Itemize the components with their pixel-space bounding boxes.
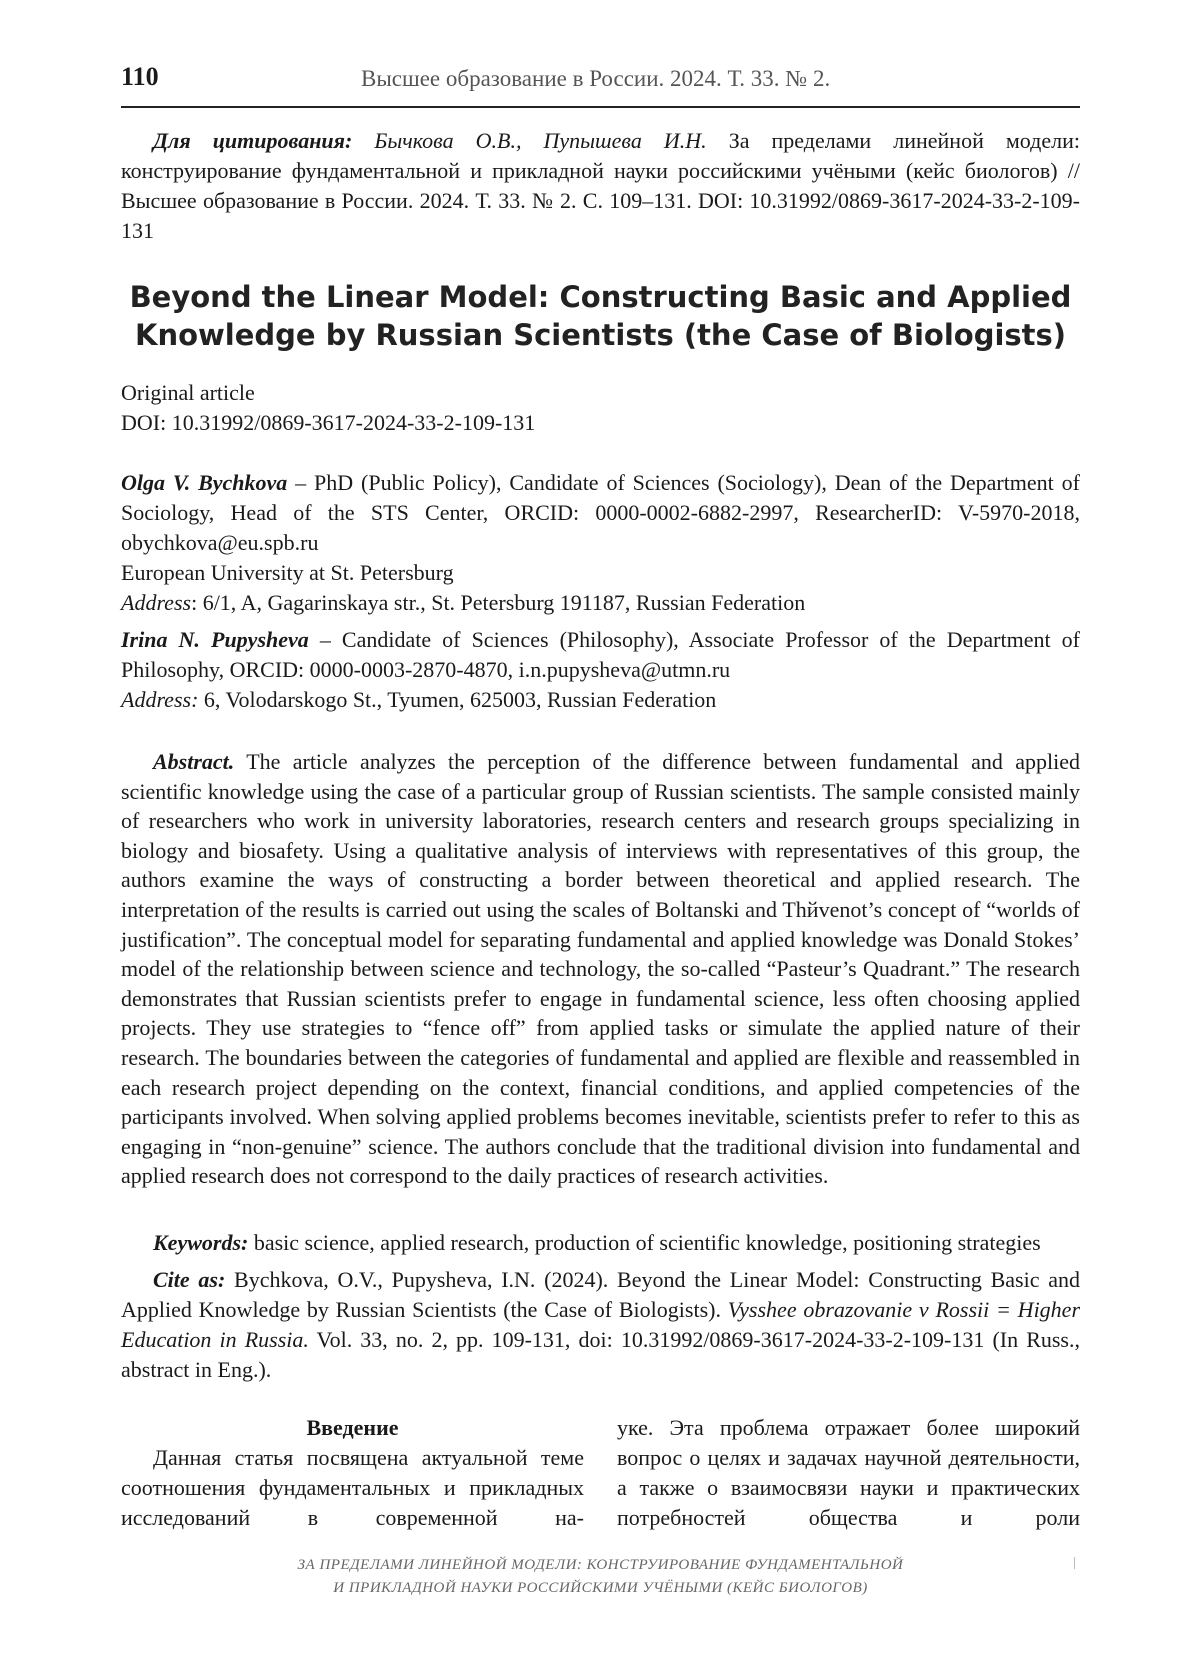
intro-left-text: Данная статья посвящена актуальной теме соотношения фундаментальных и прикладных исследований в современной на-: [121, 1445, 584, 1530]
author-details: – Candidate of Sciences (Philosophy), Associate Professor of the Department of Philosophy, ORCID: 0000-0003-2870-4870, i.n.pupysheva@utmn.ru: [121, 627, 1080, 682]
footer-line-1: ЗА ПРЕДЕЛАМИ ЛИНЕЙНОЙ МОДЕЛИ: КОНСТРУИРОВАНИЕ ФУНДАМЕНТАЛЬНОЙ: [297, 1557, 904, 1573]
article-type: Original article: [121, 380, 255, 405]
abstract-label: Abstract.: [153, 749, 235, 774]
intro-right-column: уке. Эта проблема отражает более широкий вопрос о целях и задачах научной деятельности, а также о взаимосвязи науки и практических потребностей общества и роли: [617, 1415, 1080, 1530]
intro-left-column: [121, 1413, 584, 1533]
author-name: Irina N. Pupysheva: [121, 627, 309, 652]
title-line-2: Knowledge by Russian Scientists (the Case of Biologists): [134, 318, 1067, 352]
cite-as-text: Bychkova, O.V., Pupysheva, I.N. (2024). Beyond the Linear Model: Constructing Basic and Applied Knowledge by Russian Scientists (the Case of Biologists).: [121, 1267, 1080, 1322]
abstract: [121, 747, 1080, 1191]
running-footer: [121, 1554, 1080, 1600]
author-address: [121, 588, 1080, 618]
cite-as-journal: Vysshee obrazovanie v Rossii = Higher Education in Russia.: [121, 1297, 1081, 1352]
running-header: [121, 62, 1080, 108]
keywords-text: basic science, applied research, production of scientific knowledge, positioning strategies: [248, 1230, 1041, 1255]
citation-russian: [121, 126, 1080, 246]
citation-label: Для цитирования:: [153, 128, 353, 153]
address-label: Address:: [121, 687, 199, 712]
keywords-label: Keywords:: [153, 1230, 249, 1255]
page-number: 110: [121, 62, 159, 91]
author-details: – PhD (Public Policy), Candidate of Sciences (Sociology), Dean of the Department of Sociology, Head of the STS Center, ORCID: 0000-0002-6882-2997, ResearcherID: V-5970-2018, obychkova@eu.spb.ru: [121, 470, 1080, 555]
author-name: Olga V. Bychkova: [121, 470, 288, 495]
intro-heading: Введение: [306, 1415, 399, 1440]
author-institution: European University at St. Petersburg: [121, 560, 454, 585]
article-title: [121, 278, 1080, 354]
author-address: [121, 685, 1080, 715]
address-label: Address: [121, 590, 192, 615]
citation-authors: Бычкова О.В., Пупышева И.Н.: [374, 128, 707, 153]
article-meta: [121, 378, 1080, 438]
footer-line-2: И ПРИКЛАДНОЙ НАУКИ РОССИЙСКИМИ УЧЁНЫМИ (КЕЙС БИОЛОГОВ): [333, 1580, 868, 1596]
abstract-text: The article analyzes the perception of the difference between fundamental and applied scientific knowledge using the case of a particular group of Russian scientists. The sample consisted mainly of researchers who work in university laboratories, research centers and research groups specializing in biology and biosafety. Using a qualitative analysis of interviews with representatives of this group, the authors examine the ways of constructing a border between theoretical and applied research. The interpretation of the results is carried out using the scales of Boltanski and Thйvenot’s concept of “worlds of justification”. The conceptual model for separating fundamental and applied knowledge was Donald Stokes’ model of the relationship between science and technology, the so-called “Pasteur’s Quadrant.” The research demonstrates that Russian scientists prefer to engage in fundamental science, less often choosing applied projects. They use strategies to “fence off” from applied tasks or simulate the applied nature of their research. The boundaries between the categories of fundamental and applied are flexible and reassembled in each research project depending on the context, financial conditions, and applied competencies of the participants involved. When solving applied problems becomes inevitable, scientists prefer to refer to this as engaging in “non-genuine” science. The authors conclude that the traditional division into fundamental and applied research does not correspond to the daily practices of research activities.: [121, 749, 1080, 1189]
cite-as-text-end: Vol. 33, no. 2, pp. 109-131, doi: 10.31992/0869-3617-2024-33-2-109-131 (In Russ., abstract in Eng.).: [121, 1327, 1080, 1382]
cite-as: [121, 1265, 1080, 1385]
article-doi: DOI: 10.31992/0869-3617-2024-33-2-109-131: [121, 410, 536, 435]
journal-title: Высшее образование в России. 2024. Т. 33. № 2.: [361, 66, 831, 91]
cite-as-label: Cite as:: [153, 1267, 226, 1292]
address-text: : 6/1, A, Gagarinskaya str., St. Petersburg 191187, Russian Federation: [191, 590, 806, 615]
keywords: [121, 1228, 1080, 1258]
footer-mark: [1074, 1557, 1075, 1569]
title-line-1: Beyond the Linear Model: Constructing Basic and Applied: [129, 280, 1072, 314]
author-block-2: [121, 625, 1080, 715]
address-text: 6, Volodarskogo St., Tyumen, 625003, Russian Federation: [198, 687, 717, 712]
citation-text: За пределами линейной модели: конструирование фундаментальной и прикладной науки российскими учёными (кейс биологов) // Высшее образование в России. 2024. Т. 33. № 2. С. 109–131. DOI: 10.31992/0869-3617-2024-33-2-109-131: [121, 128, 1080, 243]
author-block-1: [121, 468, 1080, 618]
